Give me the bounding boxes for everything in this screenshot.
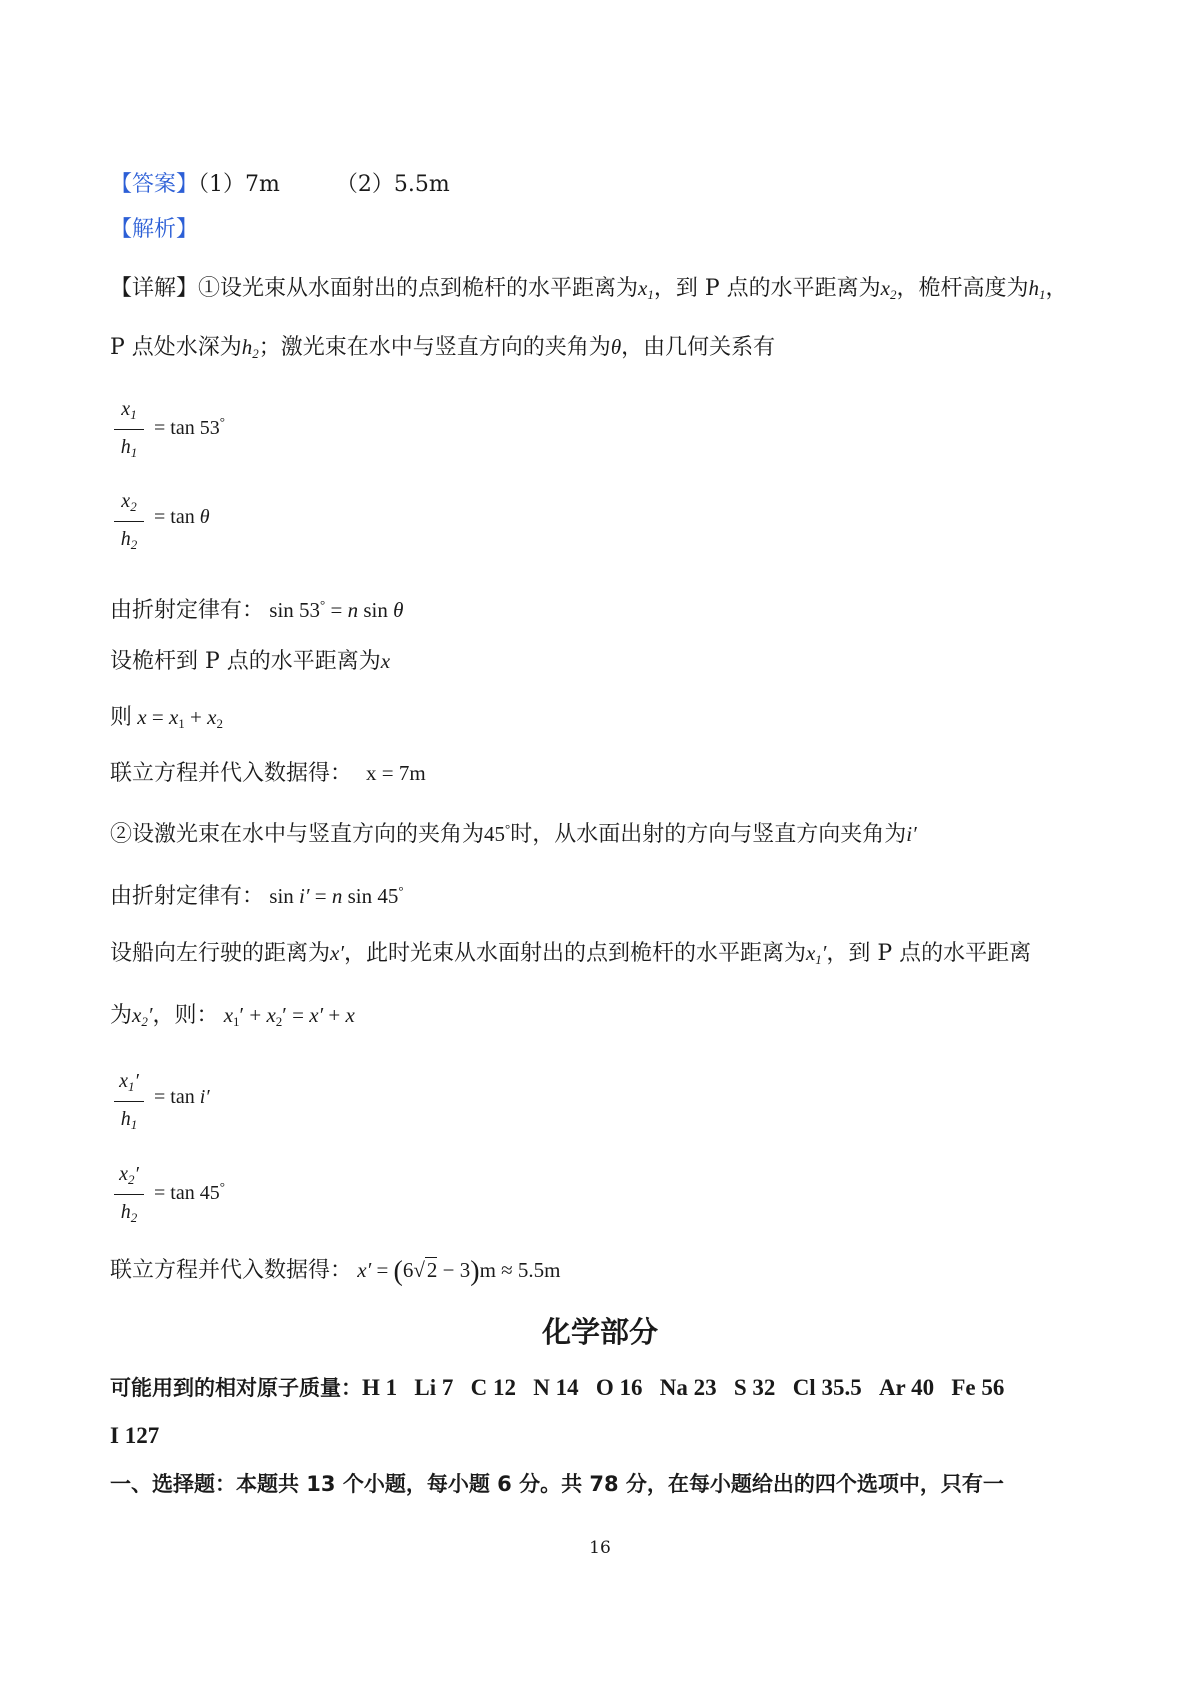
- masses-label: 可能用到的相对原子质量：: [110, 1376, 362, 1400]
- math-i-prime: i′: [906, 822, 917, 846]
- detail-text: P 点处水深为: [110, 335, 242, 360]
- ship-line-2: [110, 1000, 355, 1037]
- detail-text: ，: [1045, 276, 1068, 301]
- detail-text: 由折射定律有：: [110, 884, 265, 909]
- math-h2: $h_2$: [241, 335, 259, 361]
- math-h1: $h_1$: [1028, 276, 1046, 302]
- math-sum-prime: $x_1' + x_2' = x' + x$: [223, 1003, 355, 1029]
- solve-line-1: [110, 758, 426, 789]
- mass-item: Fe 56: [951, 1375, 1005, 1400]
- detail-text: ，到 P 点的水平距离为: [653, 276, 881, 301]
- math-theta: θ: [610, 335, 622, 359]
- detail-text: ，到 P 点的水平距离: [826, 941, 1032, 966]
- detail-text: 联立方程并代入数据得：: [110, 761, 353, 786]
- answer-part2: （2）5.5m: [335, 172, 450, 197]
- mass-item: H 1: [362, 1375, 398, 1400]
- math-final: x′ = (6√2 − 3): [357, 1256, 480, 1287]
- detail-text: ；激光束在水中与竖直方向的夹角为: [258, 335, 611, 360]
- mass-item: C 12: [470, 1375, 516, 1400]
- mass-item: S 32: [733, 1375, 776, 1400]
- then-line: [110, 702, 223, 739]
- math-x1-prime: $x_1'$: [805, 941, 827, 967]
- detail-text: ①设光束从水面射出的点到桅杆的水平距离为: [198, 276, 639, 301]
- math-x1: $x_1$: [638, 276, 654, 302]
- solve-line-2: [110, 1255, 561, 1287]
- math-sin53: sin 53° = n sin θ: [264, 597, 404, 622]
- mass-item: O 16: [595, 1375, 643, 1400]
- detail-label: 【详解】: [110, 276, 199, 301]
- mass-item: Cl 35.5: [792, 1375, 862, 1400]
- detail-line-1: [110, 273, 1068, 310]
- set-x-line: [110, 646, 390, 677]
- answer-line: [110, 170, 450, 200]
- part2-line: [110, 814, 917, 850]
- mass-item: N 14: [533, 1375, 579, 1400]
- math-45: 45°: [484, 821, 511, 846]
- answer-label: 【答案】: [110, 172, 199, 197]
- document-page: 【答案】（1）7m （2）5.5m 【解析】 【详解】①设光束从水面射出的点到桅杆的水平距离为$x_1$，到 P 点的水平距离为$x_2$，桅杆高度为$h_1$， P 点处水深为$h_2$；激光束在水中与竖直方向的夹角为θ，由几何关系有 $x_1$ $h_1$ = tan 53° $x_2$ $h_2$ = tan θ 由折射定律有： sin 53° = n sin θ 设桅杆到 P 点的水平距离为x 则 $x = x_1 + x_2$ 联立方程并代入数据得： x = 7m ②设激光束在水中与竖直方向的夹角为45°时，从水面出射的方向与竖直方向夹角为i′ 由折射定律有： sin i′ = n sin 45° 设船向左行驶的距离为x′，此时光束从水面射出的点到桅杆的水平距离为$x_1'$，到 P 点的水平距离 为$x_2'$，则： $x_1' + x_2' = x' + x$ $x_1'$ $h_1$ = tan i′ $x_2'$ $h_2$ = tan 45° 联立方程并代入数据得： x′ = (6√2 − 3)m ≈ 5.5m 化学部分 可能用到的相对原子质量：H 1 Li 7 C 12 N 14 O 16 Na 23 S 32 Cl 35.5 Ar 40 Fe 56 I 127 一、选择题：本题共 13 个小题，每小题 6 分。共 78 分，在每小题给出的四个选项中，只有一 16: [0, 0, 1200, 1698]
- mass-item: Ar 40: [878, 1375, 935, 1400]
- math-sin-i: sin i′ = n sin 45°: [264, 883, 404, 908]
- chem-section-title: 化学部分: [541, 1315, 658, 1349]
- detail-text: ，由几何关系有: [621, 335, 776, 360]
- page-number: 16: [589, 1538, 611, 1558]
- answer-part1: （1）7m: [198, 172, 280, 197]
- math-final-unit: m ≈ 5.5m: [479, 1258, 561, 1282]
- detail-text: 设船向左行驶的距离为: [110, 941, 331, 966]
- detail-text: ，桅杆高度为: [896, 276, 1029, 301]
- detail-text: 联立方程并代入数据得：: [110, 1258, 353, 1283]
- detail-text: 时，从水面出射的方向与竖直方向夹角为: [510, 822, 907, 847]
- mass-item: Li 7: [414, 1375, 454, 1400]
- atomic-masses-line: [110, 1373, 1004, 1403]
- detail-text: 由折射定律有：: [110, 598, 265, 623]
- math-x-prime: x′: [330, 941, 344, 965]
- ship-line-1: [110, 938, 1031, 975]
- math-x: x: [380, 649, 391, 673]
- math-x2: $x_2$: [880, 276, 897, 302]
- math-x2-prime: $x_2'$: [132, 1003, 153, 1029]
- masses-list: [362, 1375, 1004, 1400]
- detail-line-2: [110, 332, 775, 369]
- detail-text: ②设激光束在水中与竖直方向的夹角为: [110, 822, 485, 847]
- detail-text: ，此时光束从水面射出的点到桅杆的水平距离为: [343, 941, 806, 966]
- refraction-law-1: [110, 590, 403, 626]
- mass-item: Na 23: [659, 1375, 717, 1400]
- detail-text: 为: [110, 1003, 133, 1028]
- math-x-sum: $x = x_1 + x_2$: [137, 705, 223, 731]
- math-x-result: x = 7m: [366, 761, 426, 785]
- detail-text: ，则：: [152, 1003, 219, 1028]
- detail-text: 则: [110, 705, 133, 730]
- refraction-law-2: [110, 876, 404, 912]
- detail-text: 设桅杆到 P 点的水平距离为: [110, 649, 381, 674]
- analysis-label: 【解析】: [110, 217, 199, 242]
- section-one-heading: 一、选择题：本题共 13 个小题，每小题 6 分。共 78 分，在每小题给出的四个选项中，只有一: [110, 1472, 1004, 1496]
- atomic-mass-last: I 127: [110, 1423, 160, 1448]
